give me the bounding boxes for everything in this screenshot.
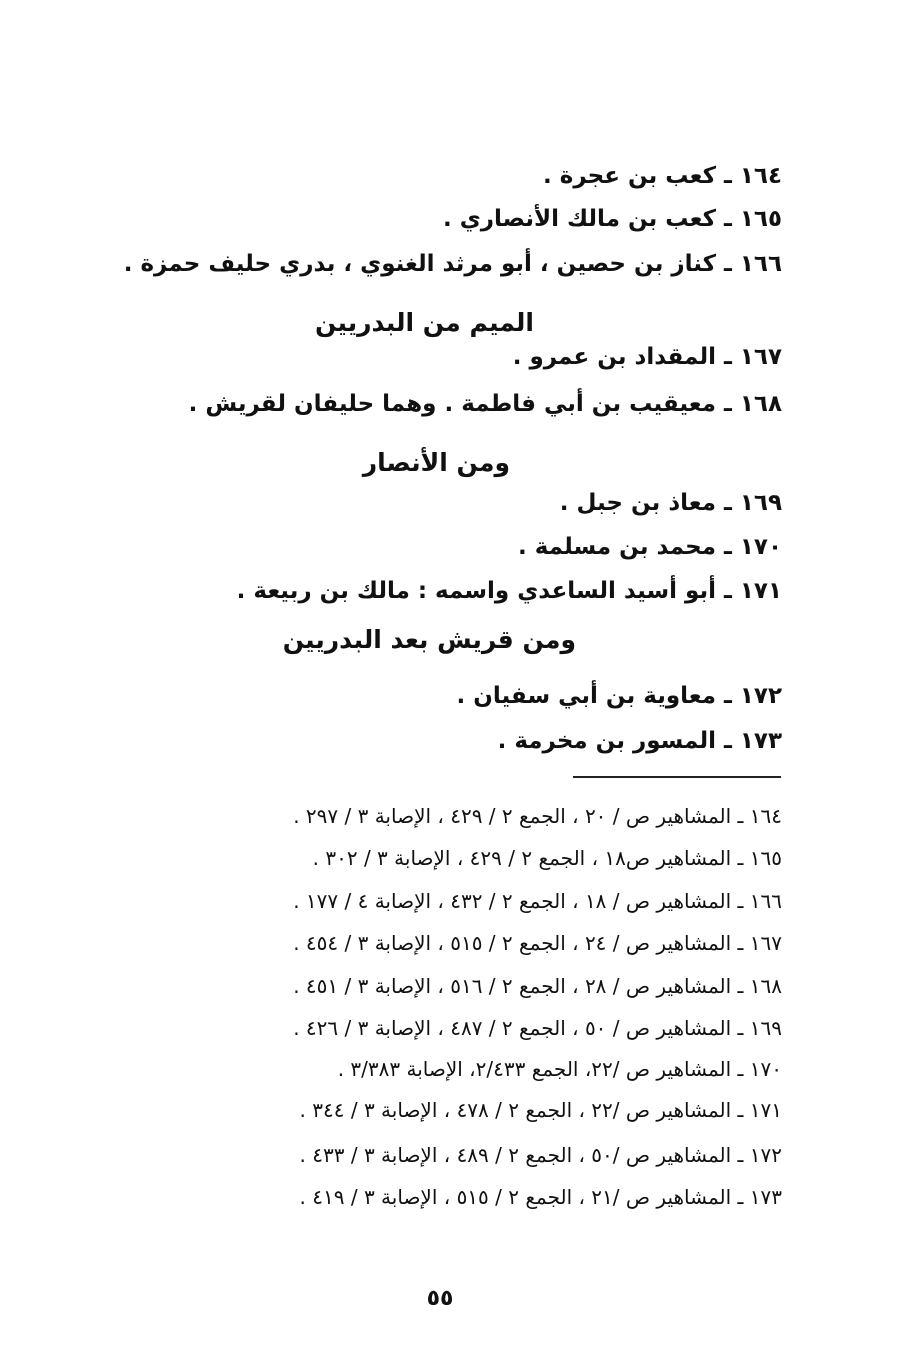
heading-quraysh-after-badriyeen: ومن قريش بعد البدريين [282, 625, 576, 654]
entry-167: ١٦٧ ـ المقداد بن عمرو . [512, 344, 782, 370]
footnote-divider [573, 776, 781, 778]
entry-166: ١٦٦ ـ كناز بن حصين ، أبو مرثد الغنوي ، بدري حليف حمزة . [123, 251, 782, 277]
footnote-173: ١٧٣ ـ المشاهير ص /٢١ ، الجمع ٢ / ٥١٥ ، الإصابة ٣ / ٤١٩ . [299, 1185, 782, 1209]
footnote-169: ١٦٩ ـ المشاهير ص / ٥٠ ، الجمع ٢ / ٤٨٧ ، الإصابة ٣ / ٤٢٦ . [293, 1016, 782, 1040]
entry-168: ١٦٨ ـ معيقيب بن أبي فاطمة . وهما حليفان لقريش . [188, 391, 782, 417]
entry-170: ١٧٠ ـ محمد بن مسلمة . [517, 534, 782, 560]
entry-172: ١٧٢ ـ معاوية بن أبي سفيان . [456, 683, 782, 709]
page-number: ٥٥ [426, 1286, 454, 1311]
entry-164: ١٦٤ ـ كعب بن عجرة . [543, 163, 782, 189]
entry-171: ١٧١ ـ أبو أسيد الساعدي واسمه : مالك بن ربيعة . [236, 578, 782, 604]
heading-ansar: ومن الأنصار [362, 448, 510, 477]
footnote-171: ١٧١ ـ المشاهير ص /٢٢ ، الجمع ٢ / ٤٧٨ ، الإصابة ٣ / ٣٤٤ . [299, 1098, 782, 1122]
footnote-164: ١٦٤ ـ المشاهير ص / ٢٠ ، الجمع ٢ / ٤٢٩ ، الإصابة ٣ / ٢٩٧ . [293, 804, 782, 828]
footnote-168: ١٦٨ ـ المشاهير ص / ٢٨ ، الجمع ٢ / ٥١٦ ، الإصابة ٣ / ٤٥١ . [293, 974, 782, 998]
footnote-166: ١٦٦ ـ المشاهير ص / ١٨ ، الجمع ٢ / ٤٣٢ ، الإصابة ٤ / ١٧٧ . [293, 889, 782, 913]
footnote-172: ١٧٢ ـ المشاهير ص /٥٠ ، الجمع ٢ / ٤٨٩ ، الإصابة ٣ / ٤٣٣ . [299, 1143, 782, 1167]
footnote-165: ١٦٥ ـ المشاهير ص١٨ ، الجمع ٢ / ٤٢٩ ، الإصابة ٣ / ٣٠٢ . [312, 846, 782, 870]
entry-165: ١٦٥ ـ كعب بن مالك الأنصاري . [442, 206, 782, 232]
footnote-167: ١٦٧ ـ المشاهير ص / ٢٤ ، الجمع ٢ / ٥١٥ ، الإصابة ٣ / ٤٥٤ . [293, 931, 782, 955]
entry-173: ١٧٣ ـ المسور بن مخرمة . [497, 728, 782, 754]
footnote-170: ١٧٠ ـ المشاهير ص /٢٢، الجمع ٢/٤٣٣، الإصابة ٣/٣٨٣ . [337, 1057, 782, 1081]
heading-meem-badriyeen: الميم من البدريين [315, 308, 534, 337]
entry-169: ١٦٩ ـ معاذ بن جبل . [559, 490, 782, 516]
